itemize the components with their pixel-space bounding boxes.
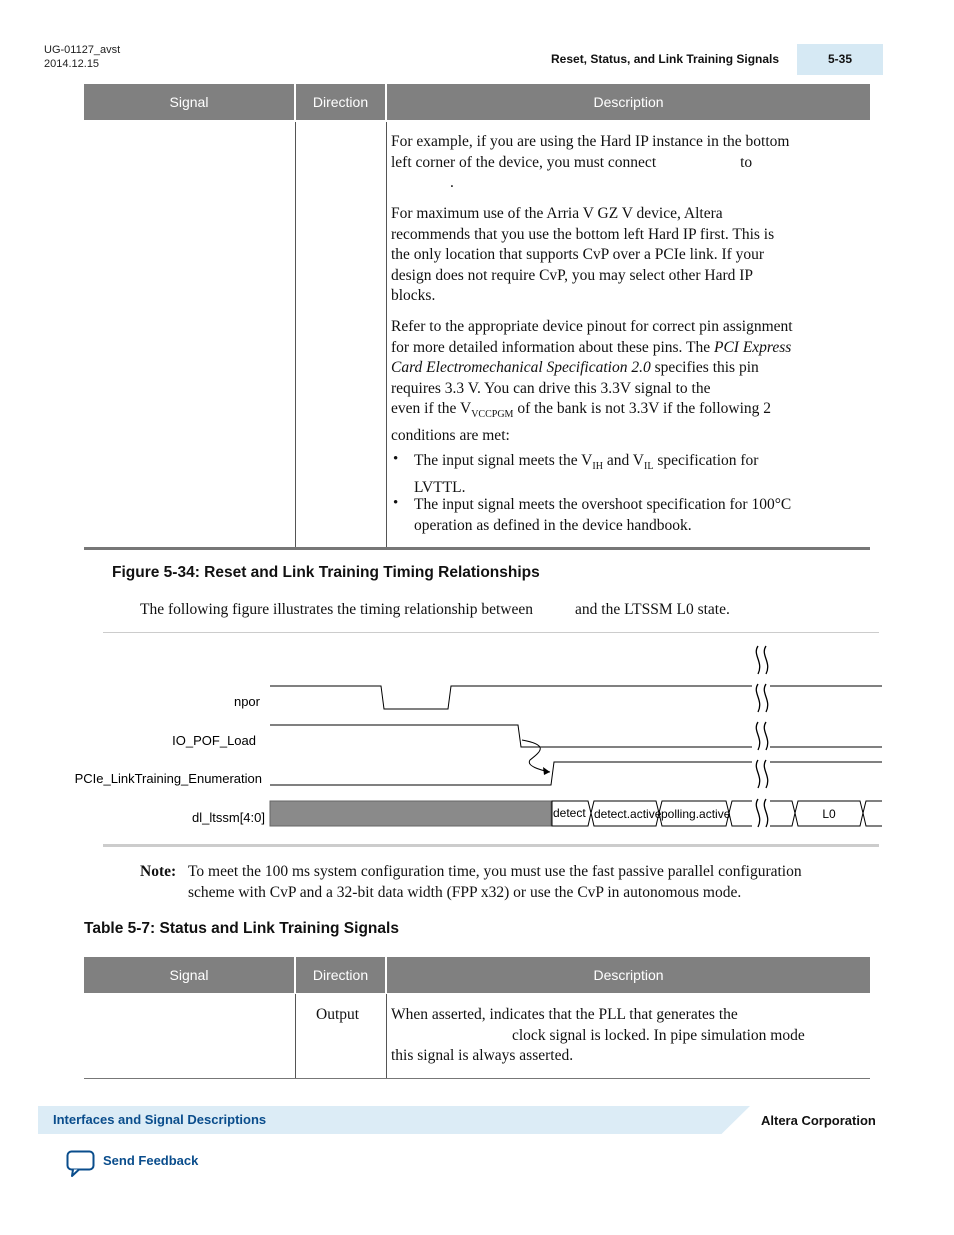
- time-break-icon: [756, 646, 767, 827]
- bullet-icon: •: [393, 451, 399, 467]
- ltssm-bus-segment: [770, 801, 795, 826]
- table1-col-description: Description: [387, 84, 870, 120]
- speech-bubble-icon: [66, 1150, 96, 1178]
- table2-col-description: Description: [387, 957, 870, 993]
- table1-bullet-2: The input signal meets the overshoot specification for 100°C operation as defined in the device handbook.: [414, 496, 792, 534]
- signal-name-npor: npor: [233, 694, 260, 709]
- page-number: 5-35: [797, 44, 883, 75]
- table1-col-signal: Signal: [84, 84, 294, 120]
- io-pof-load-waveform: [270, 725, 752, 747]
- figure-bottom-rule: [103, 844, 879, 847]
- ltssm-bus-tail: [863, 801, 882, 826]
- dependency-arrow: [522, 740, 550, 772]
- table2-divider: [295, 994, 296, 1078]
- bullet-icon: •: [393, 495, 399, 511]
- ltssm-unknown-state: [270, 801, 551, 826]
- footer-section-link[interactable]: Interfaces and Signal Descriptions: [53, 1112, 267, 1127]
- note-label: Note:: [140, 863, 177, 880]
- npor-waveform: [270, 686, 752, 709]
- figure-caption: Figure 5-34: Reset and Link Training Timing Relationships: [112, 564, 540, 581]
- table2-row1-description: When asserted, indicates that the PLL that generates the clock signal is locked. In pipe simulation mode this signal is always asserted.: [391, 1006, 805, 1064]
- table1-bullet-1: The input signal meets the $V_{IH}$ and $V_{IL}$ specification for LVTTL.: [414, 452, 759, 496]
- table2-caption: Table 5-7: Status and Link Training Signals: [84, 920, 399, 937]
- table2-row1-direction: Output: [316, 1006, 360, 1023]
- arrow-head-icon: [543, 767, 550, 775]
- signal-name-dl-ltssm: dl_ltssm[4:0]: [192, 810, 265, 825]
- figure-intro: The following figure illustrates the timing relationship between and the LTSSM L0 state.: [140, 601, 730, 618]
- signal-name-pcie-linktraining: PCIe_LinkTraining_Enumeration: [74, 771, 262, 786]
- send-feedback-label: Send Feedback: [103, 1153, 199, 1168]
- section-title: Reset, Status, and Link Training Signals: [551, 52, 780, 66]
- signal-name-io-pof-load: IO_POF_Load: [172, 733, 256, 748]
- doc-id: UG-01127_avst: [44, 44, 121, 56]
- note-text: To meet the 100 ms system configuration time, you must use the fast passive parallel configuration scheme with CvP and a 32-bit data width (FPP x32) or use the CvP in autonomous mode.: [188, 863, 802, 901]
- doc-date: 2014.12.15: [44, 58, 100, 70]
- table2-col-direction: Direction: [296, 957, 385, 993]
- ltssm-label-polling-active: polling.active: [661, 807, 731, 821]
- ltssm-bus-segment: [729, 801, 752, 826]
- table1-desc-p3: Refer to the appropriate device pinout for correct pin assignment for more detailed information about these pins. The PCI Express Card Electromechanical Specification 2.0 specifies this pin requires 3.3 V. You can drive this 3.3V signal to the even if the $V_{VCCPGM}$ of the bank is not 3.3V if the following 2 conditions are met:: [391, 318, 793, 444]
- table1-desc-p1: For example, if you are using the Hard IP instance in the bottom left corner of the device, you must connect to .: [391, 133, 790, 191]
- table2-col-signal: Signal: [84, 957, 294, 993]
- ltssm-label-detect: detect: [553, 806, 586, 820]
- table1-col-direction: Direction: [296, 84, 385, 120]
- pcie-linktraining-waveform: [270, 762, 752, 785]
- footer-company: Altera Corporation: [761, 1113, 876, 1128]
- table2-bottom-rule: [84, 1078, 870, 1079]
- ltssm-label-detect-active: detect.active: [594, 807, 662, 821]
- table1-desc-p2: For maximum use of the Arria V GZ V device, Altera recommends that you use the bottom left Hard IP first. This is the only location that supports CvP over a PCIe link. If your design does not require CvP, you may select other Hard IP blocks.: [391, 205, 775, 304]
- ltssm-label-l0: L0: [822, 807, 836, 821]
- table2-divider: [386, 994, 387, 1078]
